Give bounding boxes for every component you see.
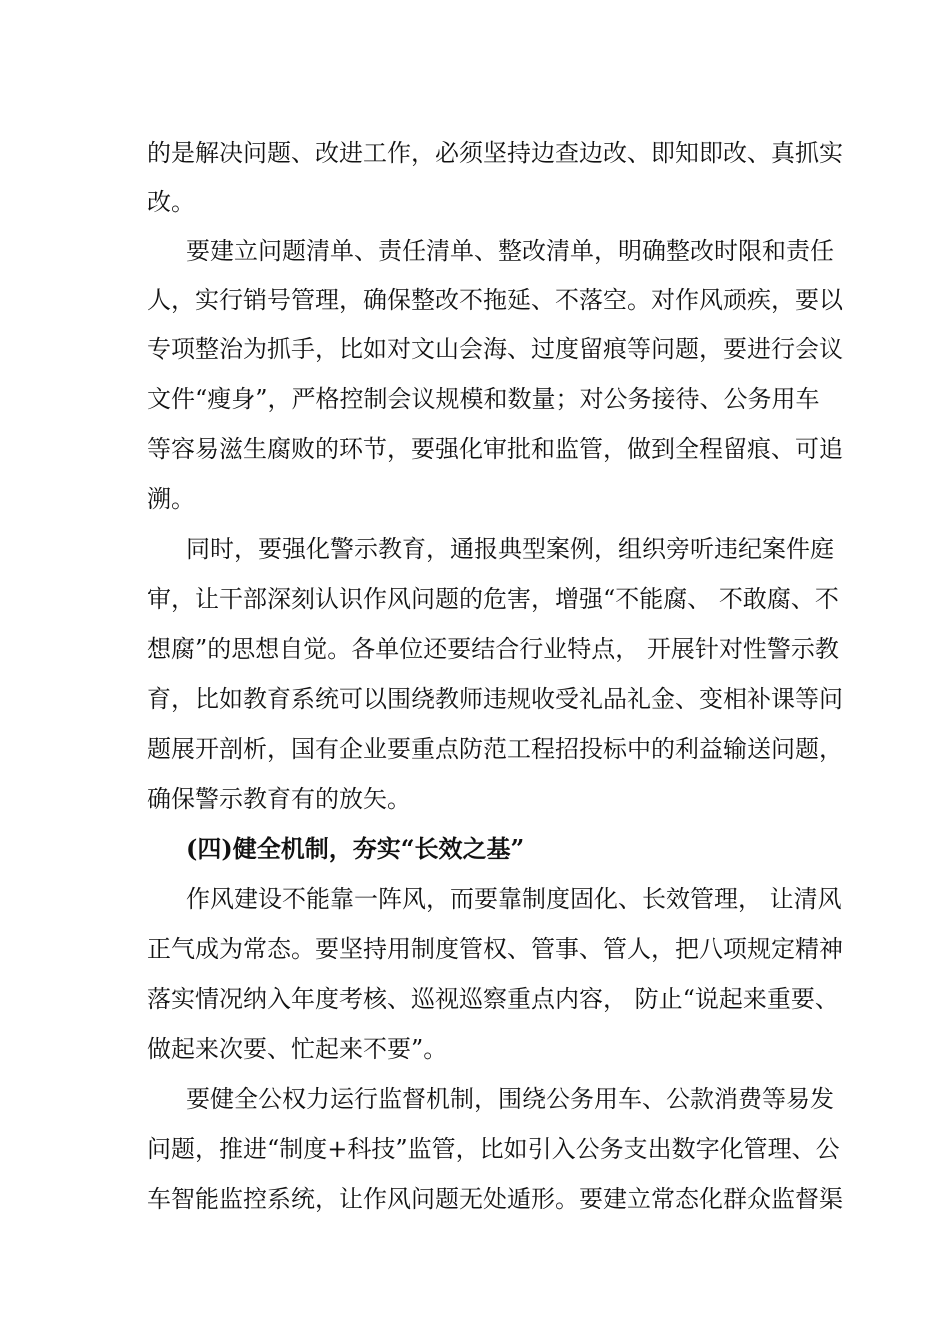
paragraph-first-line: 要健全公权力运行监督机制，围绕公务用车、公款消费等易发 bbox=[186, 1085, 834, 1113]
text-line: 人，实行销号管理，确保整改不拖延、不落空。对作风顽疾，要以 bbox=[147, 286, 843, 314]
text-line: 育，比如教育系统可以围绕教师违规收受礼品礼金、变相补课等问 bbox=[147, 685, 843, 713]
text-line: 车智能监控系统，让作风问题无处遁形。要建立常态化群众监督渠 bbox=[147, 1185, 843, 1213]
paragraph-first-line: 作风建设不能靠一阵风，而要靠制度固化、长效管理， 让清风 bbox=[186, 885, 842, 913]
text-line: 改。 bbox=[147, 188, 195, 216]
text-line: 想腐”的思想自觉。各单位还要结合行业特点， 开展针对性警示教 bbox=[147, 635, 839, 663]
text-line: 的是解决问题、改进工作，必须坚持边查边改、即知即改、真抓实 bbox=[147, 139, 843, 167]
paragraph-first-line: 同时，要强化警示教育，通报典型案例，组织旁听违纪案件庭 bbox=[186, 535, 834, 563]
text-line: 等容易滋生腐败的环节，要强化审批和监管，做到全程留痕、可追 bbox=[147, 435, 843, 463]
text-line: 审，让干部深刻认识作风问题的危害，增强“不能腐、 不敢腐、不 bbox=[147, 585, 839, 613]
text-line: 专项整治为抓手，比如对文山会海、过度留痕等问题，要进行会议 bbox=[147, 335, 843, 363]
text-line: 落实情况纳入年度考核、巡视巡察重点内容， 防止“说起来重要、 bbox=[147, 985, 839, 1013]
text-line: 做起来次要、忙起来不要”。 bbox=[147, 1035, 448, 1063]
text-line: 文件“瘦身”，严格控制会议规模和数量；对公务接待、公务用车 bbox=[147, 385, 820, 413]
text-line: 题展开剖析，国有企业要重点防范工程招投标中的利益输送问题， bbox=[147, 735, 843, 763]
text-line: 问题，推进“制度+科技”监管，比如引入公务支出数字化管理、公 bbox=[147, 1135, 840, 1163]
text-line: 确保警示教育有的放矢。 bbox=[147, 785, 411, 813]
paragraph-first-line: 要建立问题清单、责任清单、整改清单，明确整改时限和责任 bbox=[186, 237, 834, 265]
section-heading: (四)健全机制，夯实“长效之基” bbox=[186, 834, 525, 863]
text-line: 溯。 bbox=[147, 485, 195, 513]
text-line: 正气成为常态。要坚持用制度管权、管事、管人，把八项规定精神 bbox=[147, 935, 843, 963]
